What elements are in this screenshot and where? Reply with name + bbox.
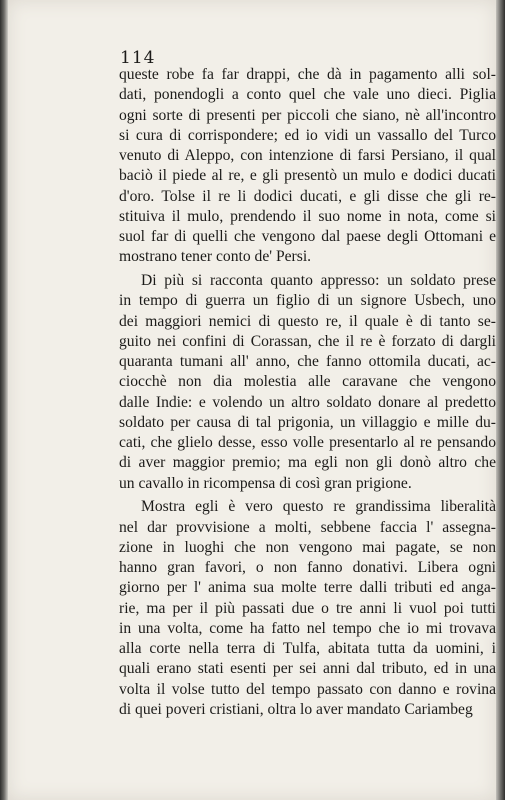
text-line: queste robe fa far drappi, che dà in pagamento alli sol- bbox=[119, 66, 496, 83]
text-line: di quei poveri cristiani, oltra lo aver mandato Cariambeg bbox=[119, 700, 473, 718]
text-line: nel dar provvisione a molti, sebbene faccia l' assegna- bbox=[119, 518, 496, 536]
text-line: Mostra egli è vero questo re grandissima liberalità bbox=[141, 498, 496, 516]
text-line: suol far di quelli che vengono dal paese degli Ottomani e bbox=[119, 228, 496, 245]
paragraph bbox=[119, 65, 496, 268]
text-line: quaranta tumani all' anno, che fanno ottomila ducati, ac- bbox=[119, 353, 496, 370]
text-line: mostrano tener conto de' Persi. bbox=[119, 248, 312, 266]
text-line: in tempo di guerra un figlio di un signore Usbech, uno bbox=[119, 292, 496, 310]
book-page bbox=[8, 0, 496, 800]
text-line: d'oro. Tolse il re li dodici ducati, e gli disse che gli re- bbox=[119, 187, 496, 205]
text-line: ciocchè non dia molestia alle caravane che vengono bbox=[119, 373, 496, 391]
paragraph bbox=[119, 271, 496, 494]
text-line: dati, ponendogli a conto quel che vale uno dieci. Piglia bbox=[119, 86, 496, 104]
text-line: Di più si racconta quanto appresso: un soldato prese bbox=[141, 272, 496, 289]
text-line: volta il volse tutto del tempo passato con danno e rovina bbox=[119, 680, 496, 698]
text-line: venuto di Aleppo, con intenzione di farsi Persiano, il qual bbox=[119, 147, 496, 164]
text-line: dalle Indie: e volendo un altro soldato donare al predetto bbox=[119, 393, 496, 411]
page-number: 114 bbox=[120, 48, 156, 68]
text-line: quali erano stati esenti per sei anni dal tributo, ed in una bbox=[119, 660, 496, 678]
text-line: guito nei confini di Corassan, che il re è forzato di dargli bbox=[119, 332, 496, 350]
text-line: stituiva il mulo, prendendo il suo nome in nota, come si bbox=[119, 207, 496, 225]
text-line: alla corte nella terra di Tulfa, abitata tutta da uomini, i bbox=[119, 640, 496, 657]
text-line: baciò il piede al re, e gli presentò un mulo e dodici ducati bbox=[119, 167, 496, 185]
text-line: di aver maggior premio; ma egli non gli donò altro che bbox=[119, 454, 496, 472]
text-line: soldato per causa di tal prigonia, un villaggio e mille du- bbox=[119, 413, 496, 431]
body-text bbox=[119, 65, 496, 720]
text-line: giorno per l' anima sua molte terre dalli tributi ed anga- bbox=[119, 579, 496, 597]
text-line: un cavallo in ricompensa di così gran prigione. bbox=[119, 474, 412, 492]
text-line: cati, che glielo desse, esso volle presentarlo al re pensando bbox=[119, 434, 496, 451]
text-line: zione in luoghi che non vengono mai pagate, se non bbox=[119, 538, 496, 556]
text-line: hanno gran favori, o non fanno donativi. Libera ogni bbox=[119, 559, 496, 576]
text-line: ogni sorte di presenti per piccoli che siano, nè all'incontro bbox=[119, 106, 496, 124]
text-line: dei maggiori nemici di questo re, il quale è di tanto se- bbox=[119, 312, 496, 330]
paragraph bbox=[119, 497, 496, 720]
text-line: in una volta, come ha fatto nel tempo che io mi trovava bbox=[119, 619, 496, 637]
text-line: rie, ma per il più passati due o tre anni li vuol poi tutti bbox=[119, 599, 496, 617]
text-line: si cura di corrispondere; ed io vidi un vassallo del Turco bbox=[119, 126, 496, 144]
